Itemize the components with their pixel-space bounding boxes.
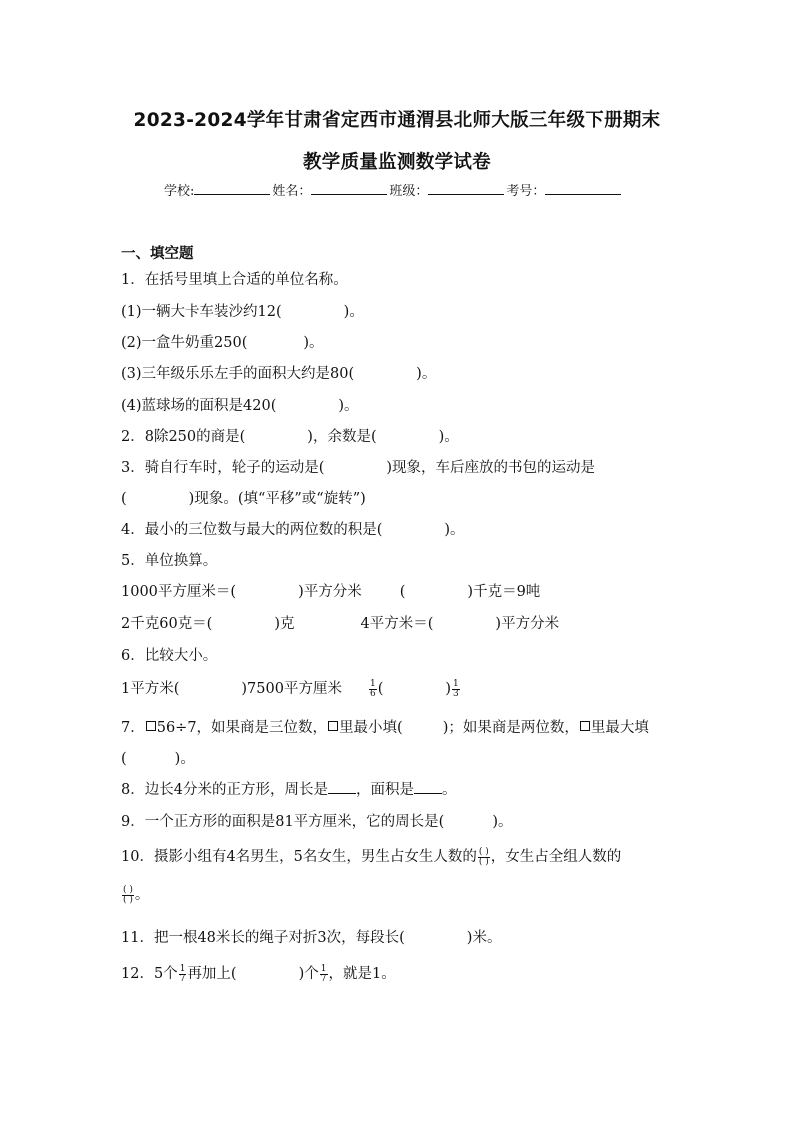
question-7: 7． 56÷7，如果商是三位数， 里最小填( )；如果商是两位数， 里最大填 xyxy=(121,720,649,736)
question-1-2: (2)一盒牛奶重250( )。 xyxy=(121,335,324,351)
answer-blank[interactable] xyxy=(328,781,356,794)
fraction-one-third: $\frac{1}{3}$ xyxy=(453,678,459,699)
question-10: 10．摄影小组有4名男生，5名女生，男生占女生人数的 $\frac{( )}{( )}$ ，女生占全组人数的 xyxy=(121,846,622,867)
fraction-one-seventh: $\frac{1}{7}$ xyxy=(179,963,186,984)
box-placeholder xyxy=(146,721,156,731)
question-10-cont: $\frac{( )}{( )}$ 。 xyxy=(123,884,150,905)
question-11: 11．把一根48米长的绳子对折3次，每段长( )米。 xyxy=(121,930,502,946)
question-4: 4．最小的三位数与最大的两位数的积是( )。 xyxy=(121,522,465,538)
name-label: 姓名： xyxy=(272,184,312,199)
question-1: 1．在括号里填上合适的单位名称。 xyxy=(121,272,348,288)
number-label: 考号： xyxy=(506,184,546,199)
question-5-row-1: 1000平方厘米＝( )平方分米 ( )千克＝9吨 xyxy=(121,584,541,600)
class-label: 班级： xyxy=(389,184,429,199)
title-line-2: 教学质量监测数学试卷 xyxy=(302,152,491,173)
question-6: 6．比较大小。 xyxy=(121,648,218,664)
question-7-cont: ( )。 xyxy=(121,751,195,767)
question-6-row: 1平方米( )7500平方厘米 $\frac{1}{6}$ ( ) $\frac{1}{3}$ xyxy=(121,678,459,699)
box-placeholder xyxy=(328,721,338,731)
question-2: 2．8除250的商是( )，余数是( )。 xyxy=(121,429,459,445)
question-5: 5．单位换算。 xyxy=(121,553,218,569)
school-blank[interactable] xyxy=(194,182,270,195)
question-3-cont: ( )现象。(填“平移”或“旋转”) xyxy=(121,491,366,507)
question-12: 12．5个 $\frac{1}{7}$ 再加上( )个 $\frac{1}{7}$ ，就是1。 xyxy=(121,963,396,984)
name-blank[interactable] xyxy=(311,182,387,195)
fraction-one-seventh: $\frac{1}{7}$ xyxy=(320,963,327,984)
section-heading: 一、填空题 xyxy=(121,246,194,262)
box-placeholder xyxy=(580,721,590,731)
question-5-row-2: 2千克60克＝( )克 4平方米＝( )平方分米 xyxy=(121,616,560,632)
school-label: 学校: xyxy=(164,184,195,199)
class-blank[interactable] xyxy=(428,182,504,195)
question-1-3: (3)三年级乐乐左手的面积大约是80( )。 xyxy=(121,366,437,382)
number-blank[interactable] xyxy=(545,182,621,195)
question-1-1: (1)一辆大卡车装沙约12( )。 xyxy=(121,304,364,320)
question-9: 9．一个正方形的面积是81平方厘米，它的周长是( )。 xyxy=(121,814,513,830)
answer-blank[interactable] xyxy=(414,781,442,794)
question-3: 3．骑自行车时，轮子的运动是( )现象，车后座放的书包的运动是 xyxy=(121,460,596,476)
student-info-row xyxy=(164,180,623,199)
title-line-1: 2023-2024学年甘肃省定西市通渭县北师大版三年级下册期末 xyxy=(133,110,661,131)
question-8: 8．边长4分米的正方形，周长是 ，面积是 。 xyxy=(121,782,457,798)
fraction-blank[interactable]: $\frac{( )}{( )}$ xyxy=(478,846,489,867)
fraction-blank[interactable]: $\frac{( )}{( )}$ xyxy=(123,884,133,905)
fraction-one-sixth: $\frac{1}{6}$ xyxy=(369,678,376,699)
question-1-4: (4)蓝球场的面积是420( )。 xyxy=(121,398,359,414)
